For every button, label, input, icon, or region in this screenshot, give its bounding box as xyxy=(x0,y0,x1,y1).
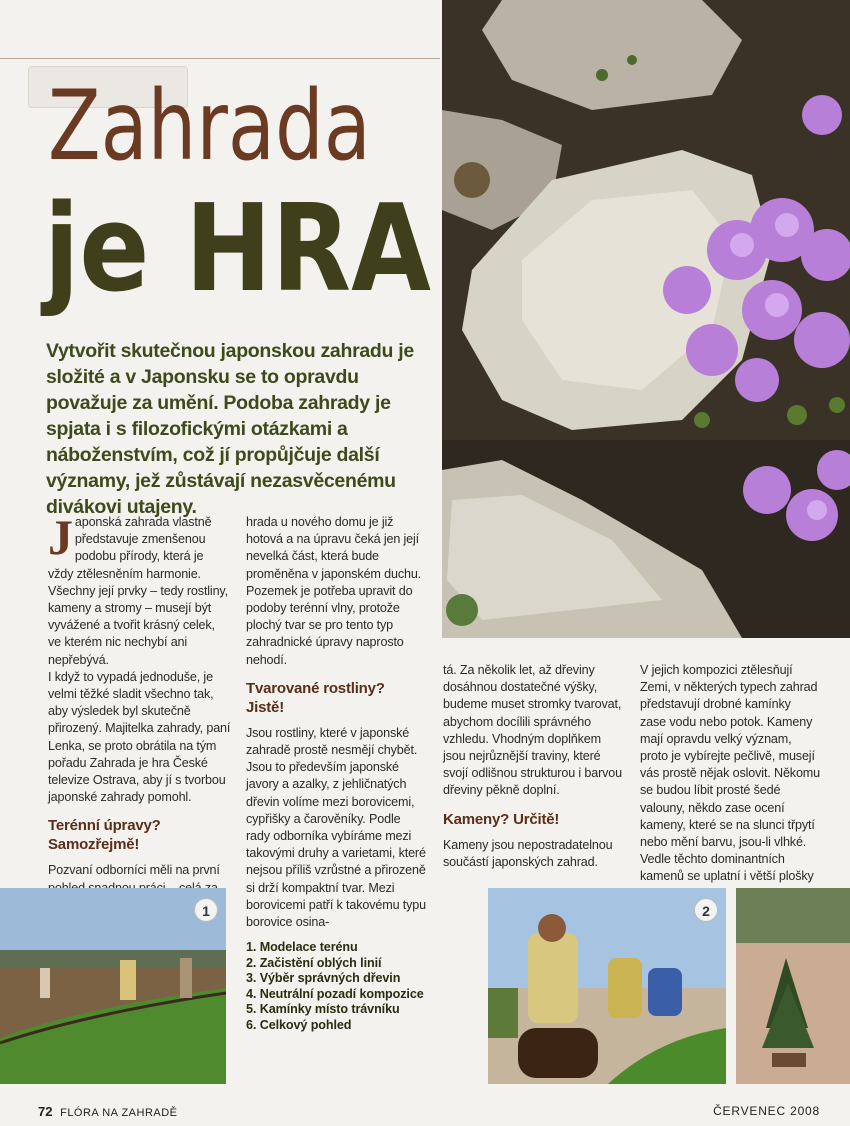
issue-date: ČERVENEC 2008 xyxy=(713,1104,820,1118)
legend-item: 3. Výběr správných dřevin xyxy=(246,971,401,985)
paragraph: Pozemek je potřeba upravit do podoby terénní vlny, protože plochý tvar se pro tento typ zahradnické úpravy naprosto nehodí. xyxy=(246,583,413,667)
paragraph: V jejich kompozici ztělesňují Zemi, v některých typech zahrad představují drobné kamínky zase vodu nebo potok. Kameny mají opravdu velký význam, proto je vybírejte pečlivě, musejí vás prostě nějak oslovit. Někomu se budou líbit prosté šedé valouny, někdo zase ocení kameny, které se na slunci třpytí nebo mění barvu, jsou-li vlhké. Vedle těchto dominantních kamenů se uplatní i větší plošky xyxy=(640,663,820,884)
drop-cap: J xyxy=(48,509,73,565)
photo-number-badge: 1 xyxy=(194,898,218,922)
garden-work-image xyxy=(0,888,226,1084)
paragraph: Jsou rostliny, které v japonské zahradě prostě nesmějí chybět. Jsou to především japonské javory a azalky, z jehličnatých dřevin volíme mezi borovicemi, cypřišky a čarověníky. Podle rady odborníka vybíráme mezi takovými druhy a varietami, které nejsou příliš vzrůstné a přirozeně si drží kompaktní tvar. Mezi borovicemi patří k takovému typu borovice osina- xyxy=(246,725,426,930)
paragraph: tá. Za několik let, až dřeviny dosáhnou dostatečné výšky, budeme muset stromky tvarovat, abychom docílili správného vzhledu. Vhodným doplňkem jsou nejrůznější traviny, které svojí odlišnou strukturou i barvou dřeviny pěkně doplní. xyxy=(443,663,623,798)
subhead-plants: Tvarované rostliny? Jistě! xyxy=(246,679,385,716)
photo-legend xyxy=(246,940,466,1033)
paragraph: hrada u nového domu je již hotová a na úpravu čeká jen její nevelká část, která bude proměněna v japonském duchu. xyxy=(246,515,422,581)
legend-item: 6. Celkový pohled xyxy=(246,1017,352,1032)
photo-plant-selection xyxy=(488,888,726,1084)
page-number: 72 xyxy=(38,1104,53,1119)
subhead-terrain: Terénní úpravy? Samozřejmě! xyxy=(48,817,161,854)
rock-garden-image xyxy=(442,0,850,638)
legend-item: 4. Neutrální pozadí kompozice xyxy=(246,986,424,1001)
paragraph: Pozvaní odborníci měli na první xyxy=(48,863,220,878)
pine-tree-image xyxy=(736,888,850,1084)
photo-terrain-modelling xyxy=(0,888,226,1084)
paragraph: I když to vypadá jednoduše, je velmi těžké sladit všechno tak, aby výsledek byl skutečně přirozený. Majitelka zahrady, paní Lenka, se proto obrátila na tým pořadu Zahrada je hra České televize Ostrava, aby jí s tvorbou japonské zahrady pomohl. xyxy=(48,669,231,805)
article-column-2 xyxy=(246,514,426,931)
legend-item: 2. Začistění oblých linií xyxy=(246,955,382,970)
paragraph: Kameny jsou nepostradatelnou součástí japonských zahrad. xyxy=(443,837,613,869)
intro-text: aponská zahrada vlastně představuje zmenšenou podobu přírody, která je vždy ztělesněním harmonie. Všechny její prvky – tedy rostliny, kameny a stromy – musejí být vyvážené a tvořit krásný celek, ve kterém nic nechybí ani nepřebývá. xyxy=(48,515,228,667)
title-line-1: Zahrada xyxy=(48,70,371,182)
intro-paragraph xyxy=(48,509,231,669)
article-column-3 xyxy=(443,662,623,871)
legend-item: 5. Kamínky místo trávníku xyxy=(246,1002,400,1016)
title-line-2: je HRA xyxy=(44,180,431,319)
photo-pine-in-gravel xyxy=(736,888,850,1084)
photo-number-badge: 2 xyxy=(694,898,718,922)
publication-name: FLÓRA NA ZAHRADĚ xyxy=(60,1107,178,1119)
legend-item: 1. Modelace terénu xyxy=(246,940,358,954)
subhead-stones: Kameny? Určitě! xyxy=(443,810,560,828)
hero-photo-rocks-azalea xyxy=(442,0,850,638)
article-column-1 xyxy=(48,509,231,897)
header-rule xyxy=(0,58,440,59)
article-column-4 xyxy=(640,662,820,886)
lead-paragraph: Vytvořit skutečnou japonskou zahradu je složité a v Japonsku se to opravdu považuje za umění. Podoba zahrady je spjata i s filozofickými otázkami a náboženstvím, což jí propůjčuje další významy, jež zůstávají nezasvěcenému divákovi utajeny. xyxy=(46,340,414,518)
gardeners-dog-image xyxy=(488,888,726,1084)
footer-folio xyxy=(38,1104,178,1119)
